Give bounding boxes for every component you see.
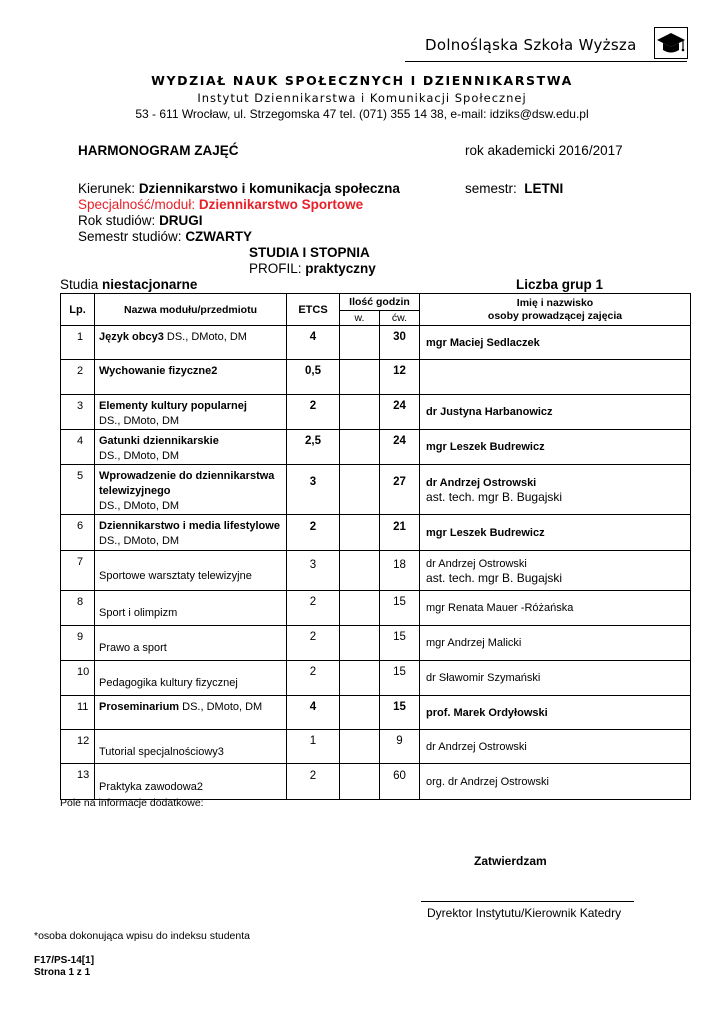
- instructor-primary: org. dr Andrzej Ostrowski: [426, 775, 549, 788]
- subject-name-detail: DS., DMoto, DM: [99, 535, 180, 547]
- exercise-hours: 60: [393, 770, 406, 782]
- etcs-value: 4: [309, 331, 317, 343]
- table-body: [61, 326, 691, 800]
- subject-name-bold: Proseminarium: [99, 701, 180, 713]
- row-number-cell: [61, 696, 95, 730]
- etcs-value: 2,5: [305, 435, 321, 447]
- group-count: Liczba grup 1: [516, 277, 604, 292]
- instructor-primary: dr Justyna Harbanowicz: [426, 406, 553, 418]
- instructor-cell: [420, 551, 691, 591]
- subject-name: [95, 326, 286, 345]
- subject-name: [95, 696, 286, 715]
- form-code: F17/PS-14[1]: [34, 955, 95, 966]
- table-row: [61, 730, 691, 764]
- subject-cell: [95, 626, 287, 661]
- subject-cell: [95, 730, 287, 764]
- exercise-hours: 24: [393, 400, 406, 412]
- subject-name: [95, 360, 286, 379]
- row-number: 7: [77, 556, 84, 568]
- instructor-cell: [420, 591, 691, 626]
- row-number-cell: [61, 395, 95, 430]
- row-number: 2: [77, 365, 84, 377]
- exercise-hours: 15: [393, 596, 406, 608]
- instructor-name: [420, 671, 690, 685]
- instructor-primary: mgr Leszek Budrewicz: [426, 441, 545, 453]
- etcs-value: 2: [309, 400, 317, 412]
- approval-label: Zatwierdzam: [474, 854, 547, 868]
- subject-cell: [95, 591, 287, 626]
- exercise-hours-cell: [380, 430, 420, 465]
- subject-cell: [95, 360, 287, 395]
- subject-cell: [95, 515, 287, 551]
- row-number: 8: [77, 596, 84, 608]
- exercise-hours-cell: [380, 326, 420, 360]
- instructor-name: [420, 476, 690, 504]
- study-mode-label: Studia: [60, 277, 99, 292]
- instructor-cell: [420, 764, 691, 800]
- header-person-line1: Imię i nazwisko: [516, 296, 594, 309]
- university-name: Dolnośląska Szkoła Wyższa: [425, 36, 637, 54]
- exercise-hours: 21: [393, 521, 406, 533]
- exercise-hours: 15: [393, 701, 406, 713]
- instructor-primary: mgr Andrzej Malicki: [426, 637, 522, 649]
- instructor-cell: [420, 465, 691, 515]
- study-semester-value: CZWARTY: [185, 229, 253, 244]
- instructor-cell: [420, 395, 691, 430]
- subject-cell: [95, 551, 287, 591]
- lecture-hours-cell: [340, 360, 380, 395]
- instructor-name: [420, 405, 690, 419]
- exercise-hours-cell: [380, 730, 420, 764]
- lecture-hours-cell: [340, 764, 380, 800]
- row-number: 9: [77, 631, 84, 643]
- subject-name: [95, 395, 286, 429]
- instructor-name: [420, 601, 690, 615]
- row-number-cell: [61, 730, 95, 764]
- lecture-hours-cell: [340, 465, 380, 515]
- direction-label: Kierunek:: [78, 181, 136, 196]
- etcs-value: 1: [309, 735, 317, 747]
- subject-name: [95, 591, 286, 621]
- exercise-hours-cell: [380, 696, 420, 730]
- row-number: 3: [77, 400, 84, 412]
- subject-cell: [95, 465, 287, 515]
- extra-info-label: Pole na informacje dodatkowe:: [60, 797, 204, 809]
- direction-line: [78, 181, 400, 196]
- subject-name-detail: DS., DMoto, DM: [179, 701, 263, 713]
- lecture-hours-cell: [340, 730, 380, 764]
- subject-name: [95, 661, 286, 691]
- signature-line: [421, 901, 634, 902]
- table-row: [61, 764, 691, 800]
- header-hours: Ilość godzin: [340, 294, 420, 311]
- instructor-primary: dr Sławomir Szymański: [426, 672, 541, 684]
- instructor-cell: [420, 696, 691, 730]
- specialty-line: [78, 197, 363, 212]
- exercise-hours-cell: [380, 360, 420, 395]
- subject-name-detail: Prawo a sport: [99, 642, 167, 654]
- instructor-cell: [420, 360, 691, 395]
- lecture-hours-cell: [340, 395, 380, 430]
- exercise-hours-cell: [380, 591, 420, 626]
- institute-address: 53 - 611 Wrocław, ul. Strzegomska 47 tel. (071) 355 14 38, e-mail: idziks@dsw.edu.pl: [135, 107, 589, 121]
- table-row: [61, 696, 691, 730]
- subject-name: [95, 515, 286, 549]
- table-header-row: [61, 294, 691, 311]
- exercise-hours-cell: [380, 764, 420, 800]
- subject-name: [95, 465, 286, 514]
- exercise-hours: 24: [393, 435, 406, 447]
- etcs-value: 2: [309, 521, 317, 533]
- instructor-name: [420, 636, 690, 650]
- subject-name-detail: Pedagogika kultury fizycznej: [99, 677, 238, 689]
- subject-cell: [95, 764, 287, 800]
- instructor-primary: dr Andrzej Ostrowski: [426, 740, 527, 753]
- etcs-value: 3: [309, 476, 317, 488]
- table-row: [61, 360, 691, 395]
- etcs-cell: [287, 764, 340, 800]
- exercise-hours-cell: [380, 661, 420, 696]
- header-exercise: ćw.: [380, 311, 420, 326]
- table-row: [61, 465, 691, 515]
- subject-name: [95, 730, 286, 760]
- subject-name-detail: DS., DMoto, DM: [163, 331, 247, 343]
- table-row: [61, 515, 691, 551]
- row-number: 4: [77, 435, 84, 447]
- etcs-cell: [287, 515, 340, 551]
- etcs-cell: [287, 326, 340, 360]
- lecture-hours-cell: [340, 591, 380, 626]
- instructor-primary: prof. Marek Ordyłowski: [426, 706, 548, 719]
- exercise-hours: 15: [393, 666, 406, 678]
- study-mode-value: niestacjonarne: [102, 277, 198, 292]
- subject-name-detail: Sportowe warsztaty telewizyjne: [99, 570, 252, 582]
- exercise-hours: 15: [393, 631, 406, 643]
- etcs-value: 0,5: [305, 365, 321, 377]
- etcs-value: 2: [309, 631, 317, 643]
- exercise-hours-cell: [380, 395, 420, 430]
- subject-cell: [95, 696, 287, 730]
- table-row: [61, 626, 691, 661]
- row-number-cell: [61, 591, 95, 626]
- etcs-cell: [287, 696, 340, 730]
- etcs-cell: [287, 626, 340, 661]
- specialty-label: Specjalność/moduł:: [78, 197, 196, 212]
- instructor-cell: [420, 626, 691, 661]
- etcs-cell: [287, 591, 340, 626]
- instructor-primary: mgr Leszek Budrewicz: [426, 526, 545, 539]
- row-number-cell: [61, 465, 95, 515]
- exercise-hours: 12: [393, 365, 406, 377]
- subject-name: [95, 430, 286, 464]
- exercise-hours-cell: [380, 551, 420, 591]
- table-row: [61, 395, 691, 430]
- instructor-cell: [420, 430, 691, 465]
- header-etcs: ETCS: [287, 294, 340, 326]
- etcs-value: 2: [309, 596, 317, 608]
- schedule-title: HARMONOGRAM ZAJĘĆ: [78, 143, 239, 158]
- row-number-cell: [61, 515, 95, 551]
- lecture-hours-cell: [340, 551, 380, 591]
- study-year-value: DRUGI: [159, 213, 203, 228]
- row-number: 12: [77, 735, 90, 747]
- subject-name-bold: Wychowanie fizyczne2: [99, 365, 218, 377]
- subject-name-detail: DS., DMoto, DM: [99, 450, 180, 462]
- row-number: 5: [77, 470, 84, 482]
- semester-line: [465, 181, 563, 196]
- row-number-cell: [61, 430, 95, 465]
- study-year-label: Rok studiów:: [78, 213, 156, 228]
- header-lp: Lp.: [61, 294, 95, 326]
- instructor-cell: [420, 326, 691, 360]
- instructor-name: [420, 557, 690, 585]
- header-person-line2: osoby prowadzącej zajęcia: [487, 309, 623, 322]
- row-number: 1: [77, 331, 84, 343]
- header-subject: Nazwa modułu/przedmiotu: [95, 294, 287, 326]
- instructor-name: [420, 526, 690, 540]
- row-number-cell: [61, 326, 95, 360]
- row-number: 11: [77, 701, 89, 713]
- etcs-cell: [287, 430, 340, 465]
- lecture-hours-cell: [340, 661, 380, 696]
- study-semester-label: Semestr studiów:: [78, 229, 182, 244]
- specialty-value: Dziennikarstwo Sportowe: [198, 197, 364, 212]
- exercise-hours: 27: [393, 476, 406, 488]
- lecture-hours-cell: [340, 626, 380, 661]
- instructor-cell: [420, 661, 691, 696]
- row-number: 10: [77, 666, 90, 678]
- etcs-value: 2: [309, 666, 317, 678]
- subject-name-bold: Elementy kultury popularnej: [99, 400, 247, 412]
- semester-value: LETNI: [524, 181, 564, 196]
- subject-name: [95, 626, 286, 656]
- subject-name-detail: DS., DMoto, DM: [99, 415, 180, 427]
- instructor-name: [420, 336, 690, 350]
- row-number: 6: [77, 520, 84, 532]
- row-number-cell: [61, 360, 95, 395]
- study-mode-line: [60, 277, 197, 292]
- footnote: *osoba dokonująca wpisu do indeksu studenta: [34, 930, 250, 942]
- etcs-value: 2: [309, 770, 317, 782]
- instructor-primary: mgr Maciej Sedlaczek: [426, 336, 540, 349]
- lecture-hours-cell: [340, 430, 380, 465]
- faculty-name: WYDZIAŁ NAUK SPOŁECZNYCH I DZIENNIKARSTWA: [151, 73, 573, 88]
- table-row: [61, 661, 691, 696]
- lecture-hours-cell: [340, 696, 380, 730]
- row-number: 13: [77, 769, 90, 781]
- schedule-table: [60, 293, 691, 800]
- row-number-cell: [61, 626, 95, 661]
- exercise-hours: 9: [396, 735, 403, 747]
- exercise-hours-cell: [380, 626, 420, 661]
- lecture-hours-cell: [340, 515, 380, 551]
- etcs-cell: [287, 360, 340, 395]
- table-row: [61, 551, 691, 591]
- instructor-primary: dr Andrzej Ostrowski: [426, 557, 527, 570]
- subject-name-detail: DS., DMoto, DM: [99, 500, 180, 512]
- graduation-cap-logo-icon: [654, 27, 688, 59]
- academic-year: rok akademicki 2016/2017: [465, 143, 623, 158]
- header-lecture: w.: [340, 311, 380, 326]
- subject-name-detail: Tutorial specjalnościowy3: [99, 746, 224, 758]
- etcs-cell: [287, 661, 340, 696]
- exercise-hours: 18: [393, 559, 406, 571]
- exercise-hours-cell: [380, 515, 420, 551]
- subject-name-bold: Dziennikarstwo i media lifestylowe: [99, 520, 280, 532]
- profile-value: praktyczny: [305, 261, 376, 276]
- etcs-cell: [287, 395, 340, 430]
- instructor-primary: dr Andrzej Ostrowski: [426, 476, 537, 489]
- subject-name: [95, 764, 286, 795]
- etcs-cell: [287, 730, 340, 764]
- signer-title: Dyrektor Instytutu/Kierownik Katedry: [427, 906, 622, 920]
- exercise-hours: 30: [393, 331, 406, 343]
- subject-cell: [95, 661, 287, 696]
- subject-name-detail: Praktyka zawodowa2: [99, 781, 203, 793]
- instructor-primary: mgr Renata Mauer -Różańska: [426, 602, 574, 614]
- subject-name: [95, 551, 286, 584]
- subject-cell: [95, 395, 287, 430]
- row-number-cell: [61, 764, 95, 800]
- profile-line: [249, 261, 376, 276]
- subject-name-detail: Sport i olimpizm: [99, 607, 178, 619]
- lecture-hours-cell: [340, 326, 380, 360]
- table-row: [61, 326, 691, 360]
- instructor-name: [420, 440, 690, 454]
- instructor-name: [420, 740, 690, 754]
- instructor-name: [420, 706, 690, 720]
- etcs-cell: [287, 465, 340, 515]
- row-number-cell: [61, 551, 95, 591]
- etcs-cell: [287, 551, 340, 591]
- study-year-line: [78, 213, 203, 228]
- header-divider: [405, 61, 687, 62]
- instructor-cell: [420, 515, 691, 551]
- table-row: [61, 591, 691, 626]
- subject-name-bold: Gatunki dziennikarskie: [99, 435, 219, 447]
- table-row: [61, 430, 691, 465]
- profile-label: PROFIL:: [249, 261, 302, 276]
- row-number-cell: [61, 661, 95, 696]
- instructor-secondary: ast. tech. mgr B. Bugajski: [426, 570, 563, 585]
- degree-level: STUDIA I STOPNIA: [249, 245, 370, 260]
- instructor-cell: [420, 730, 691, 764]
- instructor-name: [420, 775, 690, 789]
- subject-name-bold: Wprowadzenie do dziennikarstwa telewizyjnego: [99, 470, 275, 497]
- direction-value: Dziennikarstwo i komunikacja społeczna: [138, 181, 400, 196]
- exercise-hours-cell: [380, 465, 420, 515]
- subject-name-bold: Język obcy3: [99, 331, 164, 343]
- semester-label: semestr:: [465, 181, 517, 196]
- instructor-secondary: ast. tech. mgr B. Bugajski: [426, 489, 563, 504]
- page-number: Strona 1 z 1: [34, 967, 91, 978]
- subject-cell: [95, 430, 287, 465]
- institute-name: Instytut Dziennikarstwa i Komunikacji Społecznej: [197, 91, 527, 105]
- study-semester-line: [78, 229, 252, 244]
- header-person: [420, 294, 691, 326]
- etcs-value: 4: [309, 701, 317, 713]
- subject-cell: [95, 326, 287, 360]
- etcs-value: 3: [309, 559, 317, 571]
